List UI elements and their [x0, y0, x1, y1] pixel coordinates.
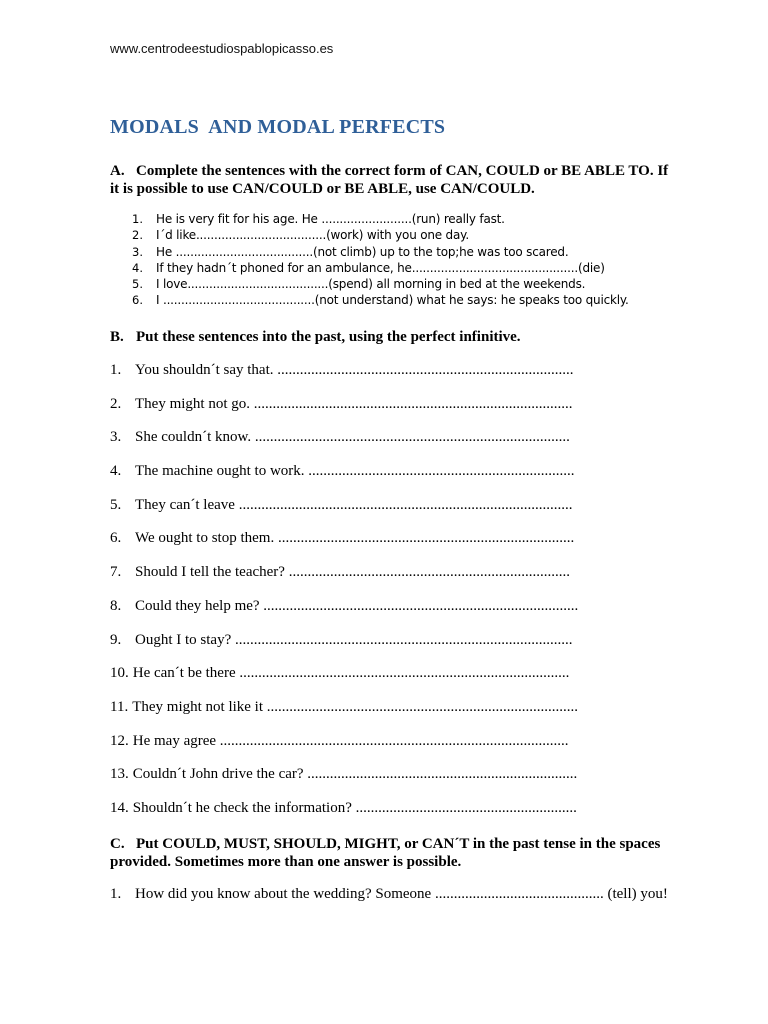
item-text: We ought to stop them. ............................................................................... [135, 530, 575, 547]
list-item [110, 529, 578, 563]
list-item [110, 597, 578, 631]
section-b-instruction: Put these sentences into the past, using the perfect infinitive. [136, 329, 521, 345]
item-text: He ......................................(not climb) up to the top;he was too scared. [156, 244, 569, 259]
item-text: She couldn´t know. .................................................................................... [135, 429, 570, 446]
header-url: www.centrodeestudiospablopicasso.es [110, 41, 334, 56]
item-number: 5. [132, 277, 143, 292]
item-number: 6. [110, 530, 122, 547]
section-a-heading [110, 162, 670, 198]
item-number: 10. [110, 665, 129, 682]
item-number: 2. [110, 395, 122, 412]
item-number: 1. [110, 362, 122, 378]
section-a-label: A. [110, 163, 125, 179]
section-b-list [110, 361, 578, 833]
item-number: 14. [110, 799, 129, 816]
item-text: If they hadn´t phoned for an ambulance, he..............................................(die) [156, 260, 605, 275]
item-text: I ..........................................(not understand) what he says: he speaks too quickly. [156, 293, 629, 308]
section-c-item [110, 885, 670, 903]
item-text: I´d like....................................(work) with you one day. [156, 228, 469, 243]
item-number: 9. [110, 631, 122, 648]
list-item [110, 799, 578, 833]
item-text: The machine ought to work. ....................................................................... [135, 463, 575, 480]
item-text: Shouldn´t he check the information? ........................................................... [132, 799, 577, 816]
item-number: 7. [110, 564, 122, 581]
item-text: They might not like it ................................................................................... [132, 698, 579, 715]
section-b-heading [110, 328, 670, 346]
item-text: They can´t leave ......................................................................................... [135, 496, 573, 513]
item-number: 12. [110, 732, 129, 749]
list-item [110, 395, 578, 429]
item-number: 13. [110, 766, 129, 783]
page-title: MODALS AND MODAL PERFECTS [110, 116, 446, 138]
item-text: You shouldn´t say that. ............................................................................... [135, 362, 574, 378]
item-number: 4. [110, 463, 122, 480]
list-item [110, 428, 578, 462]
item-number: 4. [132, 260, 143, 275]
item-number: 5. [110, 496, 122, 513]
item-number: 3. [110, 429, 122, 446]
item-text: He may agree ............................................................................................. [132, 732, 569, 749]
list-item [110, 462, 578, 496]
item-text: He is very fit for his age. He .........................(run) really fast. [156, 212, 505, 226]
item-text: Ought I to stay? .......................................................................................... [135, 631, 573, 648]
item-text: How did you know about the wedding? Someone ............................................. (tell) you! [135, 886, 668, 902]
item-number: 3. [132, 244, 143, 259]
section-b-label: B. [110, 329, 124, 345]
item-number: 8. [110, 597, 122, 614]
section-c-instruction: Put COULD, MUST, SHOULD, MIGHT, or CAN´T in the past tense in the spaces provided. Sometimes more than one answer is possible. [110, 836, 661, 870]
item-text: I love.......................................(spend) all morning in bed at the weekends. [156, 277, 586, 292]
list-item [110, 496, 578, 530]
list-item [110, 563, 578, 597]
item-number: 1. [132, 212, 143, 226]
item-number: 2. [132, 228, 143, 243]
section-a-instruction: Complete the sentences with the correct form of CAN, COULD or BE ABLE TO. If it is possible to use CAN/COULD or BE ABLE, use CAN/COULD. [110, 163, 669, 197]
item-number: 1. [110, 886, 122, 902]
list-item [110, 765, 578, 799]
item-number: 11. [110, 698, 129, 715]
list-item [110, 698, 578, 732]
item-text: Could they help me? .................................................................................... [135, 597, 579, 614]
item-text: They might not go. ..................................................................................... [135, 395, 573, 412]
item-text: He can´t be there ........................................................................................ [132, 665, 570, 682]
list-item [110, 664, 578, 698]
list-item [110, 361, 578, 395]
section-c-label: C. [110, 836, 125, 852]
item-text: Should I tell the teacher? ........................................................................... [135, 564, 570, 581]
list-item [110, 732, 578, 766]
list-item [110, 631, 578, 665]
item-text: Couldn´t John drive the car? ........................................................................ [132, 766, 578, 783]
section-c-heading [110, 835, 670, 871]
item-number: 6. [132, 293, 143, 308]
